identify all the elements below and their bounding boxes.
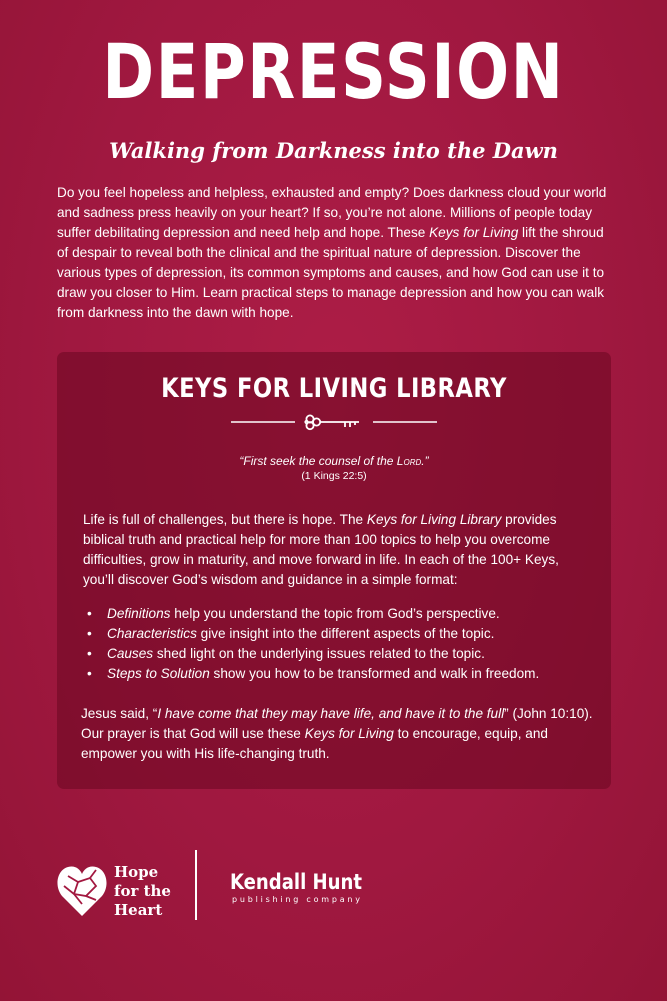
kendall-hunt-logo: [230, 866, 370, 908]
bullet-text: help you understand the topic from God’s perspective.: [170, 606, 500, 621]
bullet-text: show you how to be transformed and walk in freedom.: [209, 666, 540, 681]
closing-paragraph: [81, 704, 596, 764]
bullet-term: Characteristics: [107, 626, 197, 641]
list-item: [87, 664, 587, 684]
library-panel: [57, 352, 611, 789]
hope-line-2: for the: [114, 882, 171, 900]
scripture-quote: [57, 454, 611, 484]
bullet-term: Definitions: [107, 606, 171, 621]
bullet-text: shed light on the underlying issues related to the topic.: [153, 646, 485, 661]
library-text-2: provides biblical truth and practical help for more than 100 topics to help you overcome difficulties, grow in maturity, and move forward in life. In each of the 100+ Keys, you’ll discover God’s wisdom and guidance in a simple format:: [83, 512, 559, 587]
intro-text-2: lift the shroud of despair to reveal both the clinical and the spiritual nature of depression. Discover the various types of depression, its common symptoms and causes, and how God can use it to draw you closer to Him. Learn practical steps to manage depression and how you can walk from darkness into the dawn with hope.: [57, 225, 605, 320]
hope-line-3: Heart: [114, 901, 163, 919]
footer-divider: [195, 850, 197, 920]
intro-emphasis: Keys for Living: [429, 225, 519, 240]
closing-text-3: to encourage, equip, and empower you with His life-changing truth.: [81, 726, 548, 761]
library-emphasis: Keys for Living Library: [366, 512, 502, 527]
hope-for-the-heart-logo: [56, 856, 186, 920]
closing-text-1: Jesus said, “: [81, 706, 158, 721]
library-text-1: Life is full of challenges, but there is hope. The: [83, 512, 367, 527]
intro-text-1: Do you feel hopeless and helpless, exhausted and empty? Does darkness cloud your world and sadness press heavily on your heart? If so, you’re not alone. Millions of people today suffer debilitating depression and need help and hope. These: [57, 185, 607, 240]
bullet-term: Causes: [107, 646, 154, 661]
closing-quote: I have come that they may have life, and have it to the full: [157, 706, 505, 721]
kh-wordmark: Kendall Hunt: [230, 870, 362, 894]
library-description: [83, 510, 593, 590]
intro-paragraph: [57, 183, 617, 323]
quote-text-pre: “First seek the counsel of the: [239, 454, 397, 468]
list-item: [87, 644, 587, 664]
closing-emphasis: Keys for Living: [304, 726, 394, 741]
heart-icon: [57, 866, 106, 916]
quote-lord: Lord: [396, 454, 422, 468]
page-subtitle: Walking from Darkness into the Dawn: [109, 138, 558, 163]
key-divider-icon: [231, 412, 437, 432]
list-item: [87, 604, 587, 624]
hope-line-1: Hope: [114, 863, 159, 881]
kh-tagline: publishing company: [232, 895, 360, 904]
quote-text-post: .”: [421, 454, 429, 468]
quote-text: [57, 454, 611, 469]
bullet-term: Steps to Solution: [107, 666, 210, 681]
quote-reference: (1 Kings 22:5): [301, 470, 367, 482]
closing-text-2: ” (John 10:10). Our prayer is that God will use these: [81, 706, 593, 741]
library-title: KEYS FOR LIVING LIBRARY: [161, 373, 507, 404]
page-title: DEPRESSION: [102, 27, 565, 116]
bullet-text: give insight into the different aspects of the topic.: [196, 626, 495, 641]
list-item: [87, 624, 587, 644]
feature-list: [87, 604, 587, 684]
